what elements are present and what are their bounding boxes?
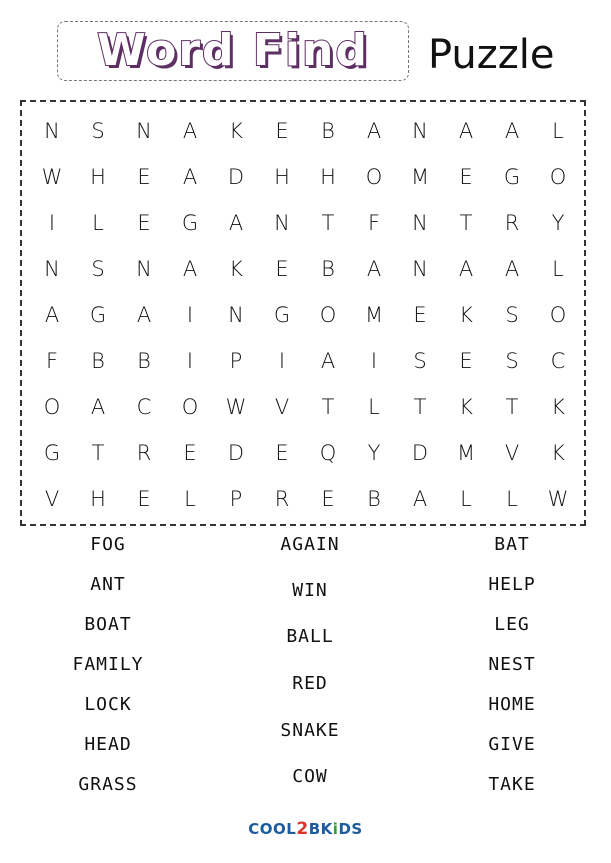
word-list-item: NEST: [488, 654, 536, 675]
grid-letter: E: [275, 441, 289, 465]
grid-letter: T: [321, 211, 335, 235]
grid-letter: G: [181, 211, 199, 235]
grid-letter: T: [91, 441, 105, 465]
grid-letter: E: [137, 165, 151, 189]
puzzle-subtitle: Puzzle: [428, 32, 555, 78]
grid-letter: E: [275, 119, 289, 143]
grid-letter: G: [43, 441, 61, 465]
grid-letter: A: [136, 303, 152, 327]
grid-letter: D: [227, 165, 245, 189]
grid-letter: L: [184, 487, 196, 511]
word-list-item: COW: [292, 766, 328, 787]
grid-letter: R: [504, 211, 520, 235]
grid-letter: F: [45, 349, 59, 373]
grid-letter: A: [504, 257, 520, 281]
grid-letter: N: [136, 257, 152, 281]
grid-letter: H: [274, 165, 290, 189]
word-list-item: RED: [292, 673, 328, 694]
grid-letter: T: [459, 211, 473, 235]
grid-letter: K: [229, 119, 243, 143]
grid-letter: B: [137, 349, 151, 373]
grid-letter: S: [505, 349, 519, 373]
title-banner: [57, 21, 409, 81]
grid-letter: L: [460, 487, 472, 511]
grid-letter: V: [274, 395, 290, 419]
grid-letter: T: [505, 395, 519, 419]
grid-letter: H: [320, 165, 336, 189]
grid-letter: A: [412, 487, 428, 511]
grid-letter: S: [505, 303, 519, 327]
grid-letter: Y: [551, 211, 565, 235]
word-list-item: BAT: [494, 534, 530, 555]
word-list-item: GRASS: [78, 774, 138, 795]
grid-letter: O: [365, 165, 383, 189]
grid-letter: A: [228, 211, 244, 235]
grid-letter: D: [227, 441, 245, 465]
grid-letter: A: [44, 303, 60, 327]
grid-letter: G: [273, 303, 291, 327]
word-list-item: FOG: [90, 534, 126, 555]
grid-letter: R: [274, 487, 290, 511]
grid-letter: W: [225, 395, 247, 419]
word-list-item: GIVE: [488, 734, 536, 755]
grid-letter: N: [228, 303, 244, 327]
grid-letter: W: [41, 165, 63, 189]
grid-letter: S: [413, 349, 427, 373]
grid-letter: K: [551, 395, 565, 419]
grid-letter: B: [321, 119, 335, 143]
grid-letter: P: [229, 349, 243, 373]
grid-letter: A: [458, 119, 474, 143]
grid-letter: G: [503, 165, 521, 189]
grid-letter: A: [182, 257, 198, 281]
grid-letter: O: [319, 303, 337, 327]
grid-letter: B: [91, 349, 105, 373]
word-list-item: HEAD: [84, 734, 132, 755]
grid-letter: E: [137, 487, 151, 511]
grid-letter: M: [410, 165, 430, 189]
grid-letter: I: [186, 349, 194, 373]
grid-letter: N: [412, 211, 428, 235]
grid-letter: A: [458, 257, 474, 281]
word-list-item: LOCK: [84, 694, 132, 715]
puzzle-title: Word Find: [97, 25, 369, 76]
grid-letter: A: [366, 257, 382, 281]
grid-letter: A: [320, 349, 336, 373]
grid-letter: W: [547, 487, 569, 511]
grid-letter: L: [552, 119, 564, 143]
grid-letter: E: [459, 165, 473, 189]
grid-letter: A: [182, 165, 198, 189]
grid-letter: S: [91, 257, 105, 281]
word-list-item: SNAKE: [280, 720, 340, 741]
word-list-item: LEG: [494, 614, 530, 635]
grid-letter: E: [137, 211, 151, 235]
grid-letter: N: [136, 119, 152, 143]
grid-letter: V: [44, 487, 60, 511]
grid-letter: Q: [319, 441, 337, 465]
grid-letter: E: [275, 257, 289, 281]
logo-part-ds: DS: [338, 820, 363, 838]
grid-letter: L: [368, 395, 380, 419]
grid-letter: G: [89, 303, 107, 327]
grid-letter: O: [549, 165, 567, 189]
grid-letter: F: [367, 211, 381, 235]
grid-letter: N: [44, 257, 60, 281]
letter-grid: [29, 108, 579, 522]
logo-part-2: 2: [296, 819, 309, 839]
word-list-item: HELP: [488, 574, 536, 595]
grid-letter: A: [504, 119, 520, 143]
grid-letter: N: [412, 119, 428, 143]
logo-part-i: i: [332, 820, 339, 838]
grid-letter: V: [504, 441, 520, 465]
grid-letter: I: [48, 211, 56, 235]
word-list-item: BOAT: [84, 614, 132, 635]
grid-letter: H: [90, 487, 106, 511]
grid-letter: L: [92, 211, 104, 235]
word-list-item: HOME: [488, 694, 536, 715]
grid-letter: E: [459, 349, 473, 373]
grid-letter: T: [413, 395, 427, 419]
grid-letter: B: [367, 487, 381, 511]
grid-letter: E: [183, 441, 197, 465]
grid-letter: B: [321, 257, 335, 281]
grid-letter: H: [90, 165, 106, 189]
grid-letter: Y: [367, 441, 381, 465]
word-list-item: BALL: [286, 626, 334, 647]
grid-letter: I: [370, 349, 378, 373]
grid-letter: O: [549, 303, 567, 327]
grid-letter: O: [181, 395, 199, 419]
grid-letter: O: [43, 395, 61, 419]
grid-letter: N: [274, 211, 290, 235]
grid-letter: P: [229, 487, 243, 511]
grid-letter: K: [229, 257, 243, 281]
grid-letter: M: [456, 441, 476, 465]
word-list-item: AGAIN: [280, 534, 340, 555]
grid-letter: K: [459, 395, 473, 419]
grid-letter: L: [552, 257, 564, 281]
grid-letter: M: [364, 303, 384, 327]
word-list-item: TAKE: [488, 774, 536, 795]
grid-letter: N: [412, 257, 428, 281]
grid-letter: D: [411, 441, 429, 465]
grid-letter: N: [44, 119, 60, 143]
grid-letter: T: [321, 395, 335, 419]
grid-letter: I: [186, 303, 194, 327]
word-list-item: WIN: [292, 580, 328, 601]
grid-letter: S: [91, 119, 105, 143]
grid-letter: A: [182, 119, 198, 143]
grid-letter: A: [366, 119, 382, 143]
grid-letter: K: [459, 303, 473, 327]
logo-part-bk: BK: [308, 820, 333, 838]
grid-letter: K: [551, 441, 565, 465]
grid-letter: C: [550, 349, 566, 373]
grid-letter: E: [413, 303, 427, 327]
word-list-item: ANT: [90, 574, 126, 595]
grid-letter: C: [136, 395, 152, 419]
grid-letter: I: [278, 349, 286, 373]
logo-part-cool: COOL: [248, 820, 297, 838]
word-list-item: FAMILY: [72, 654, 144, 675]
grid-letter: L: [506, 487, 518, 511]
grid-letter: A: [90, 395, 106, 419]
grid-letter: R: [136, 441, 152, 465]
grid-letter: E: [321, 487, 335, 511]
cool2bkids-logo: [0, 818, 611, 840]
